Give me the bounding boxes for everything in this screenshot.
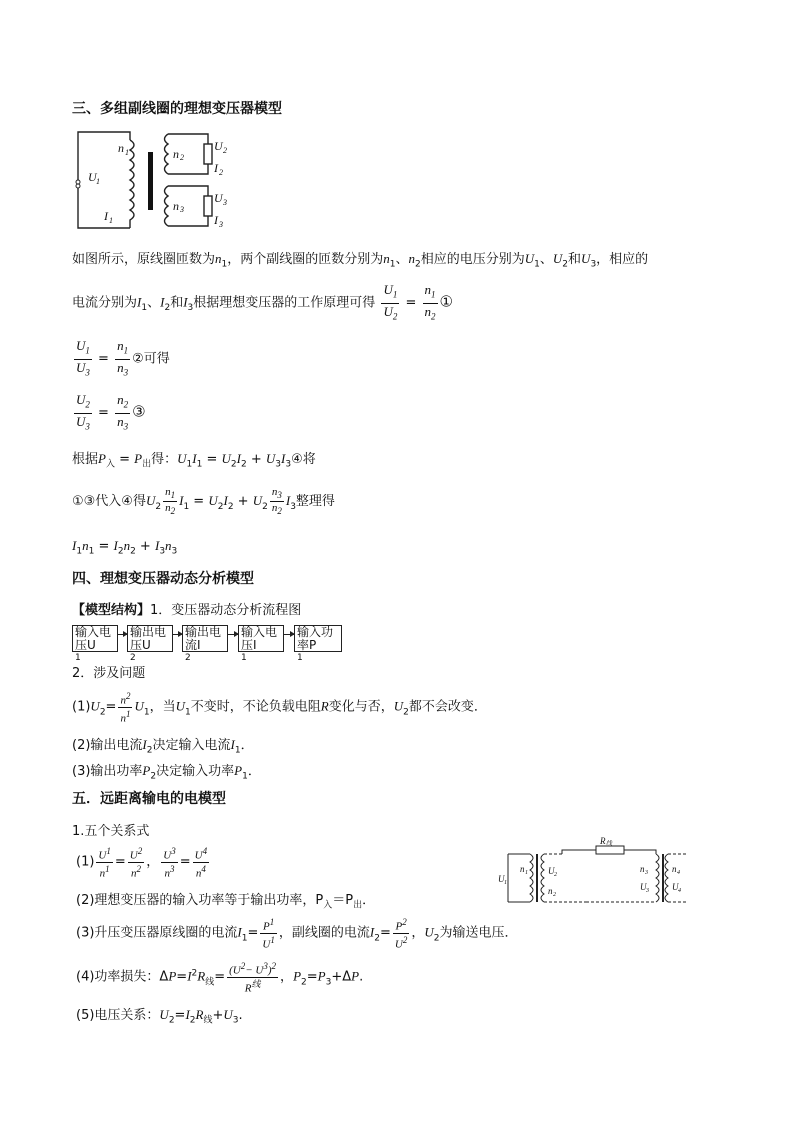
diagram-n2: n xyxy=(548,886,553,896)
label-I3-sub: 3 xyxy=(219,220,223,229)
label-U2-sub: 2 xyxy=(223,146,227,155)
label-n2: n xyxy=(173,147,179,161)
diagram-U4-sub: 4 xyxy=(678,888,681,894)
relation-3: (3)升压变压器原线圈的电流$I_1=$ $\frac{P^1}{U^1}$ ，副线圈的电流$I_2=$ $\frac{P^2}{U^2}$ ，$U_2$为输送电压． xyxy=(76,917,518,951)
label-U1: U xyxy=(88,170,97,184)
diagram-n1: n xyxy=(520,864,525,874)
label-U2: U xyxy=(214,139,223,153)
label-n1: n xyxy=(118,141,124,155)
equation-result: $I_1n_1 = I_2n_2 + I_3n_3$ xyxy=(72,538,178,557)
relation-1: (1) $\frac{U^1}{n^1}$ = $\frac{U^2}{n^2}$ ， $\frac{U^3}{n^3}$ = $\frac{U^4}{n^4}$ xyxy=(76,846,208,880)
diagram-n4-sub: 4 xyxy=(677,870,680,876)
multi-secondary-transformer-diagram xyxy=(70,128,240,234)
diagram-n4: n xyxy=(672,864,677,874)
issue-1: $(1)U_2=$ $\frac{n^2}{n^1}$ $U_1$，当$U_1$不变时，不论负载电阻R变化与否，$U_2$都不会改变． xyxy=(72,691,487,725)
issue-3: (3)输出功率$P_2$决定输入功率$P_1$． xyxy=(72,763,261,782)
paragraph-turns: 如图所示，原线圈匝数为$n_1$，两个副线圈的匝数分别为$n_1$、$n_2$相应的电压分别为$U_1$、$U_2$和$U_3$，相应的 xyxy=(72,251,649,270)
issues-title: 2．涉及问题 xyxy=(72,666,146,681)
flow-arrow xyxy=(118,634,127,635)
flow-box-output-current: 输出电 流I $^2$ xyxy=(182,625,228,652)
diagram-U3: U xyxy=(640,882,647,892)
label-n2-sub: 2 xyxy=(180,153,184,162)
label-n3-sub: 3 xyxy=(180,205,184,214)
label-U3-sub: 3 xyxy=(223,198,227,207)
diagram-n3-sub: 3 xyxy=(645,870,648,876)
section5-heading: 五．远距离输电的电模型 xyxy=(72,791,226,807)
relation-5: (5)电压关系：$U_2=I_2R_线+U_3$. xyxy=(76,1007,243,1026)
diagram-R: R xyxy=(600,836,606,846)
equation-4: 根据$P_入 = P_出$得：$U_1I_1 = U_2I_2$ + $U_3I_3④$将 xyxy=(72,451,316,470)
label-I1-sub: 1 xyxy=(109,216,113,225)
diagram-n2-sub: 2 xyxy=(553,892,556,898)
diagram-U2: U xyxy=(548,866,555,876)
paragraph-currents: 电流分别为$I_1$、$I_2$和$I_3$根据理想变压器的工作原理可得 $\frac{U_1}{U_2}$ = $\frac{n_1}{n_2}$ ① xyxy=(72,282,453,322)
diagram-U2-sub: 2 xyxy=(554,872,557,878)
relation-4: (4)功率损失：$\Delta P=I^2R_线=$ $\frac{(U^2- U^3)^2}{R^线}$ ，$P_2=P_3+\Delta P$. xyxy=(76,961,364,995)
flow-arrow xyxy=(228,634,238,635)
diagram-U4: U xyxy=(672,882,679,892)
label-I2: I xyxy=(214,161,218,175)
long-distance-transmission-diagram xyxy=(496,832,692,908)
label-n3: n xyxy=(173,199,179,213)
flow-box-output-voltage: 输出电 压U $^2$ xyxy=(127,625,173,652)
flow-arrow xyxy=(284,634,294,635)
structure-line: 【模型结构】1．变压器动态分析流程图 xyxy=(72,603,302,618)
label-U3: U xyxy=(214,191,223,205)
label-I1: I xyxy=(104,209,108,223)
label-I3: I xyxy=(214,213,218,227)
diagram-U3-sub: 3 xyxy=(646,888,649,894)
flow-arrow xyxy=(173,634,182,635)
equation-2: $\frac{U_1}{U_3}$ = $\frac{n_1}{n_3}$ ②可得 xyxy=(76,338,170,378)
equation-3: $\frac{U_2}{U_3}$ = $\frac{n_2}{n_3}$ ③ xyxy=(76,392,146,432)
relation-2: (2)理想变压器的输入功率等于输出功率，$P_入=P_出$． xyxy=(76,893,376,911)
flow-box-input-voltage: 输入电 压U $^1$ xyxy=(72,625,118,652)
label-n1-sub: 1 xyxy=(125,148,129,157)
label-I2-sub: 2 xyxy=(219,168,223,177)
five-relations-title: 1.五个关系式 xyxy=(72,824,150,839)
diagram-U1-sub: 1 xyxy=(504,880,507,886)
issue-2: (2)输出电流$I_2$决定输入电流$I_1$． xyxy=(72,737,254,756)
section3-heading: 三、多组副线圈的理想变压器模型 xyxy=(72,101,282,117)
flow-box-input-current: 输入电 压I $^1$ xyxy=(238,625,284,652)
equation-5: ①③代入④得$U_2$ $\frac{n_1}{n_2}$ $I_1 = U_2I_2 + U_2$ $\frac{n_3}{n_2}$ $I_3$整理得 xyxy=(72,486,335,517)
diagram-n3: n xyxy=(640,864,645,874)
flow-box-input-power: 输入功 率P $^1$ xyxy=(294,625,342,652)
diagram-R-sub: 线 xyxy=(606,841,613,847)
label-U1-sub: 1 xyxy=(96,177,100,186)
section4-heading: 四、理想变压器动态分析模型 xyxy=(72,571,254,587)
diagram-n1-sub: 1 xyxy=(525,870,528,876)
diagram-U1: U xyxy=(498,874,505,884)
